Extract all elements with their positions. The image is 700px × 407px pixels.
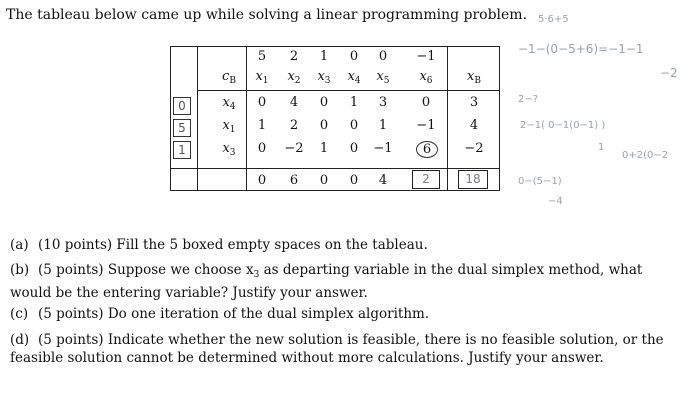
tableau-cell: 3 <box>378 95 388 110</box>
question-text: (5 points) Do one iteration of the dual simplex algorithm. <box>38 306 430 322</box>
tableau-cell: 0 <box>319 95 329 110</box>
scribble-note: 5·6+5 <box>538 14 569 25</box>
cost-cell: 1 <box>319 49 329 64</box>
scribble-note: 1 <box>598 142 605 153</box>
question-label: (c) <box>10 306 29 322</box>
tableau-cell: 2 <box>289 118 299 133</box>
scribble-note: −4 <box>548 196 563 207</box>
question-label: (d) <box>10 332 30 348</box>
header-var: $x_3$ <box>317 69 331 86</box>
cost-cell: 0 <box>378 49 388 64</box>
question-d <box>10 331 680 367</box>
question-text: (5 points) Suppose we choose $x_3$ as departing variable in the dual simplex method, what would be the entering variable? Justify your answer. <box>10 262 643 301</box>
scribble-note: 2−1( 0−1(0−1) ) <box>520 120 606 131</box>
cost-cell: 0 <box>349 49 359 64</box>
reduced-cost-cell: 0 <box>349 173 359 188</box>
tableau-cell: 0 <box>319 118 329 133</box>
question-c <box>10 305 680 323</box>
header-var: $x_1$ <box>255 69 269 86</box>
question-b <box>10 261 680 302</box>
scribble-note: −2 <box>660 66 678 80</box>
tableau-cell: 0 <box>257 141 267 156</box>
tableau-cell: 0 <box>349 141 359 156</box>
header-var: $x_6$ <box>419 69 433 86</box>
question-label: (b) <box>10 262 30 278</box>
boxed-cell-value: 2 <box>422 172 430 186</box>
question-label: (a) <box>10 237 29 253</box>
basis-var: $x_1$ <box>222 118 236 135</box>
header-var: $x_2$ <box>287 69 301 86</box>
reduced-cost-cell: 4 <box>378 173 388 188</box>
tableau-cell: 4 <box>289 95 299 110</box>
reduced-cost-cell: 0 <box>319 173 329 188</box>
tableau-cell-circled: 6 <box>416 141 438 158</box>
boxed-cell <box>412 170 440 189</box>
basis-var: $x_4$ <box>222 95 236 112</box>
rhs-cell: 3 <box>469 95 479 110</box>
question-text: (5 points) Indicate whether the new solution is feasible, there is no feasible solution, or the feasible solution cannot be determined without more calculations. Justify your answer. <box>10 332 664 366</box>
tableau-cell: 1 <box>319 141 329 156</box>
rhs-cell: 4 <box>469 118 479 133</box>
scribble-note: 0+2(0−2 <box>622 150 669 161</box>
intro-text: The tableau below came up while solving a linear programming problem. <box>6 7 528 23</box>
tableau-cell: 1 <box>349 95 359 110</box>
tableau-cell: 0 <box>257 95 267 110</box>
tableau-cell: −1 <box>416 118 436 133</box>
tableau-cell: 0 <box>349 118 359 133</box>
header-var: $x_5$ <box>376 69 390 86</box>
table-divider <box>171 168 499 169</box>
basis-var: $x_3$ <box>222 141 236 158</box>
rhs-cell: −2 <box>464 141 484 156</box>
margin-box: 0 <box>173 97 191 115</box>
cost-cell: 2 <box>289 49 299 64</box>
boxed-cell-rhs <box>458 170 488 189</box>
scribble-note: 2−? <box>518 94 539 105</box>
cost-cell: 5 <box>257 49 267 64</box>
cost-cell: −1 <box>416 49 436 64</box>
header-xb: $x_B$ <box>467 69 481 86</box>
boxed-rhs-value: 18 <box>465 172 481 186</box>
table-divider <box>197 90 499 91</box>
margin-box: 5 <box>173 119 191 137</box>
tableau-cell: −1 <box>373 141 393 156</box>
margin-box: 1 <box>173 141 191 159</box>
question-text: (10 points) Fill the 5 boxed empty spaces on the tableau. <box>38 237 428 253</box>
header-var: $x_4$ <box>347 69 361 86</box>
scribble-note: −1−(0−5+6)=−1−1 <box>518 42 644 56</box>
tableau-cell: 1 <box>257 118 267 133</box>
reduced-cost-cell: 6 <box>289 173 299 188</box>
reduced-cost-cell: 0 <box>257 173 267 188</box>
scribble-note: 0−(5−1) <box>518 176 562 187</box>
question-a <box>10 236 680 254</box>
header-cb: $c_B$ <box>222 69 236 86</box>
simplex-tableau <box>170 46 500 191</box>
tableau-cell: 0 <box>421 95 431 110</box>
tableau-cell: −2 <box>284 141 304 156</box>
tableau-cell: 1 <box>378 118 388 133</box>
